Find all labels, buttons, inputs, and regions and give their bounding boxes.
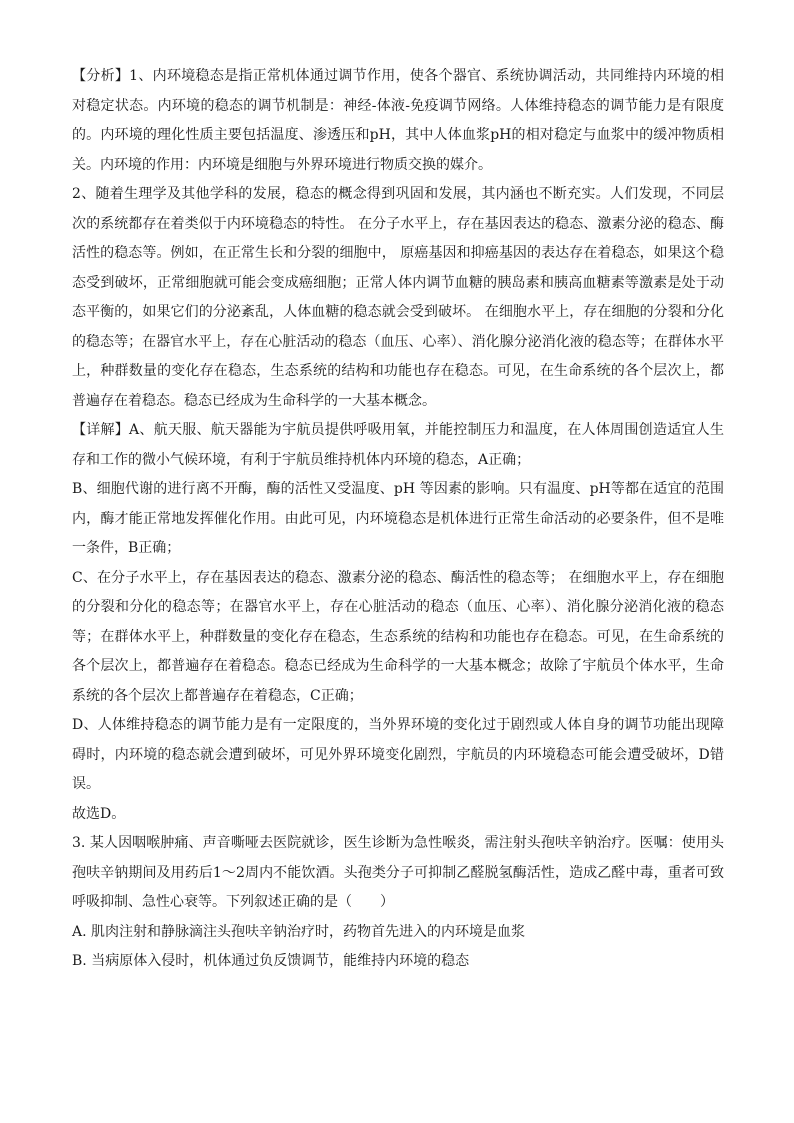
- detail-paragraph-d: D、人体维持稳态的调节能力是有一定限度的，当外界环境的变化过于剧烈或人体自身的调节功能出现障碍时，内环境的稳态就会遭到破坏，可见外界环境变化剧烈，宇航员的内环境稳态可能会遭受破坏，D错误。: [72, 717, 724, 792]
- analysis-paragraph-2: 2、随着生理学及其他学科的发展，稳态的概念得到巩固和发展，其内涵也不断充实。人们发现，不同层次的系统都存在着类似于内环境稳态的特性。 在分子水平上，存在基因表达的稳态、激素分泌的稳态、酶活性的稳态等。例如，在正常生长和分裂的细胞中， 原癌基因和抑癌基因的表达存在着稳态，如果这个稳态受到破坏，正常细胞就可能会变成癌细胞；正常人体内调节血糖的胰岛素和胰高血糖素等激素是处于动态平衡的，如果它们的分泌紊乱，人体血糖的稳态就会受到破坏。 在细胞水平上，存在细胞的分裂和分化的稳态等；在器官水平上，存在心脏活动的稳态（血压、心率）、消化腺分泌消化液的稳态等；在群体水平上，种群数量的变化存在稳态，生态系统的结构和功能也存在稳态。可见，在生命系统的各个层次上，都普遍存在着稳态。稳态已经成为生命科学的一大基本概念。: [72, 186, 724, 409]
- detail-paragraph-a: 【详解】A、航天服、航天器能为宇航员提供呼吸用氧，并能控制压力和温度，在人体周围创造适宜人生存和工作的微小气候环境，有利于宇航员维持机体内环境的稳态，A正确；: [72, 422, 724, 468]
- question-3-option-b: B. 当病原体入侵时，机体通过负反馈调节，能维持内环境的稳态: [72, 953, 470, 969]
- question-3-option-a: A. 肌肉注射和静脉滴注头孢呋辛钠治疗时，药物首先进入的内环境是血浆: [72, 923, 526, 940]
- detail-paragraph-b: B、细胞代谢的进行离不开酶，酶的活性又受温度、pH 等因素的影响。只有温度、pH等都在适宜的范围内，酶才能正常地发挥催化作用。由此可见，内环境稳态是机体进行正常生命活动的必要条件，但不是唯一条件，B正确；: [72, 481, 724, 556]
- document-page: [72, 62, 724, 977]
- answer-line: 故选D。: [72, 805, 126, 822]
- question-3-stem: 3. 某人因咽喉肿痛、声音嘶哑去医院就诊，医生诊断为急性喉炎，需注射头孢呋辛钠治疗。医嘱：使用头孢呋辛钠期间及用药后1～2周内不能饮酒。头孢类分子可抑制乙醛脱氢酶活性，造成乙醛中毒，重者可致呼吸抑制、急性心衰等。下列叙述正确的是（ ）: [72, 835, 724, 910]
- detail-paragraph-c: C、在分子水平上，存在基因表达的稳态、激素分泌的稳态、酶活性的稳态等； 在细胞水平上，存在细胞的分裂和分化的稳态等；在器官水平上，存在心脏活动的稳态（血压、心率）、消化腺分泌消化液的稳态等；在群体水平上，种群数量的变化存在稳态，生态系统的结构和功能也存在稳态。可见，在生命系统的各个层次上，都普遍存在着稳态。稳态已经成为生命科学的一大基本概念；故除了宇航员个体水平，生命系统的各个层次上都普遍存在着稳态，C正确；: [72, 569, 724, 704]
- analysis-paragraph-1: 【分析】1、内环境稳态是指正常机体通过调节作用，使各个器官、系统协调活动，共同维持内环境的相对稳定状态。内环境的稳态的调节机制是：神经-体液-免疫调节网络。人体维持稳态的调节能力是有限度的。内环境的理化性质主要包括温度、渗透压和pH，其中人体血浆pH的相对稳定与血浆中的缓冲物质相关。内环境的作用：内环境是细胞与外界环境进行物质交换的媒介。: [72, 68, 724, 173]
